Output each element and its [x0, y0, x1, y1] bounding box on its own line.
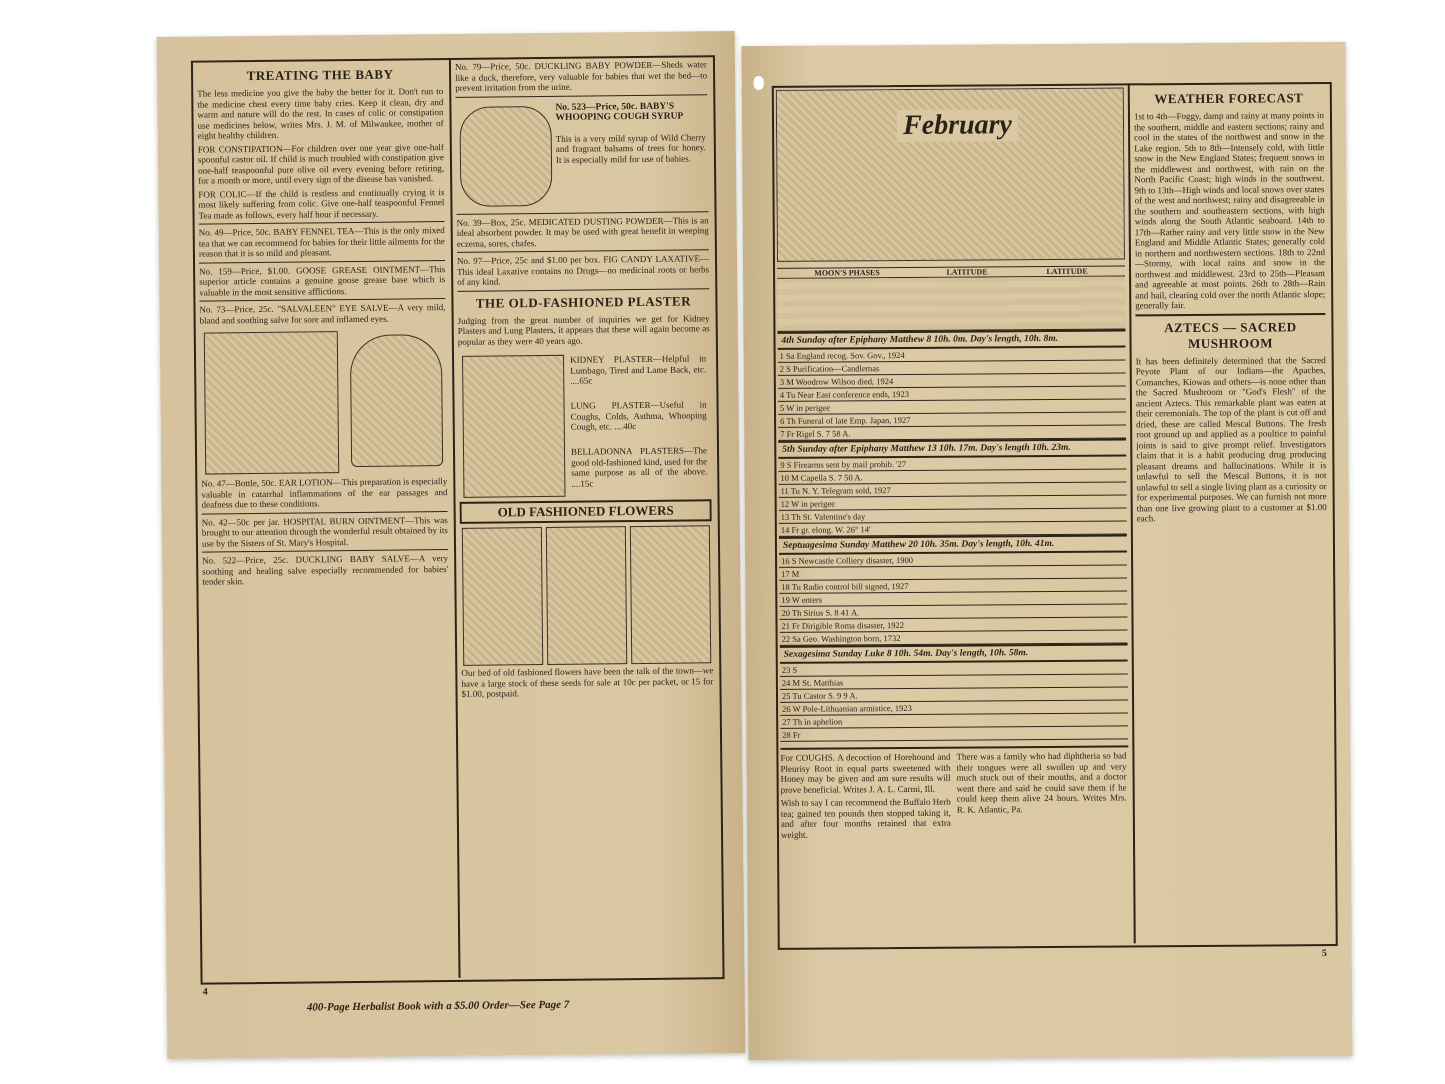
day-entry: 12 W in perigee	[780, 498, 835, 509]
herbalist-footer: 400-Page Herbalist Book with a $5.00 Order—See Page 7	[306, 998, 570, 1014]
day-entry: 5 W in perigee	[779, 402, 830, 413]
plaster-title: THE OLD-FASHIONED PLASTER	[475, 292, 692, 311]
ear-lotion-text: No. 47—Bottle, 50c. EAR LOTION—This preparation is especially valuable in catarrhal inflammations of the ear passages and deafness due to these conditions.	[201, 476, 448, 510]
buffalo-herb-text: Wish to say I can recommend the Buffalo Herb tea; gained ten pounds then stopped taking it, and after four months retained that extra weight.	[780, 796, 951, 840]
day-entry: 24 M St. Matthias	[781, 677, 844, 688]
day-entry: 27 Th in aphelion	[782, 716, 843, 727]
divider	[457, 249, 709, 253]
lung-plaster-text: LUNG PLASTER—Useful in Coughs, Colds, Asthma, Whooping Cough, etc. ....40c	[570, 399, 707, 432]
divider	[202, 549, 448, 553]
calendar-week-2	[778, 438, 1127, 536]
day-entry: 28 Fr	[782, 729, 801, 740]
header-moon-phases: MOON'S PHASES	[814, 268, 880, 278]
day-entry: 25 Tu Castor S. 9 9 A.	[781, 690, 858, 701]
divider	[199, 221, 445, 225]
flowers-illustration-row	[460, 525, 713, 668]
flower-illustration-3	[630, 525, 711, 664]
cough-syrup-text: This is a very mild syrup of Wild Cherry and fragrant balsams of trees for honey. It is especially mild for use of babies.	[555, 131, 706, 165]
baby-powder-text: No. 79—Price, 50c. DUCKLING BABY POWDER—Sheds water like a duck, therefore, very valuable for babies that wet the bed—to prevent irritation from the urine.	[454, 59, 708, 93]
calendar-row	[780, 726, 1128, 741]
day-entry: 26 W Pole-Lithuanian armistice, 1923	[782, 702, 912, 714]
february-illustration	[776, 87, 1125, 261]
plaster-text: Judging from the great number of inquiries we get for Kidney Plasters and Lung Plasters, it appears that these will again become as popular as they were 40 years ago.	[457, 312, 710, 347]
divider	[202, 511, 448, 515]
aztecs-text: It has been definitely determined that the Sacred Peyote Plant of our Indians—the Apaches, Comanches, Kiowas and others—is none other than the Sacred Mushroom or "God's Flesh" of the ancient Aztecs. This remarkable plant was eaten at their ceremonials. The top of the plant is cut off and dried, these are called Mescal Buttons. The fresh root ground up and applied as a poultice to painful joints is said to give prompt relief. Investigators claim that it is a habit producing drug producing pleasant dreams and hallucinations. While it is unlawful to sell the Mescal Buttons, it is not unlawful to sell a single living plant as a curiosity or for experimental purposes. We can furnish not more than one live growing plant to a customer at $1.00 each.	[1135, 354, 1327, 524]
header-latitude-2: LATITUDE	[1046, 266, 1088, 276]
page-number-right: 5	[1321, 948, 1327, 960]
remedy-letters-right	[956, 750, 1127, 841]
week-title: 5th Sunday after Epiphany Matthew 13 10h. 17m. Day's length 10h. 23m.	[778, 438, 1126, 458]
left-page	[157, 31, 746, 1059]
day-entry: 6 Th Funeral of late Emp. Japan, 1927	[780, 414, 911, 426]
binding-hole	[754, 76, 764, 90]
day-entry: 23 S	[781, 664, 798, 675]
remedy-letters	[780, 745, 1129, 842]
dusting-powder-text: No. 39—Box, 25c. MEDICATED DUSTING POWDER—This is an ideal absorbent powder. It may be used with great benefit in weeping eczema, sores, chafes.	[456, 214, 709, 249]
constipation-text: FOR CONSTIPATION—For children over one year give one-half spoonful castor oil. If child is much troubled with constipation give one-half teaspoonful pure olive oil every evening before retiring, for a month or more, until every sign of the disease has vanished.	[197, 141, 445, 186]
flowers-title: OLD FASHIONED FLOWERS	[497, 502, 674, 520]
plaster-block	[458, 347, 712, 500]
almanac-spread	[162, 34, 1352, 1056]
divider	[1135, 313, 1325, 316]
colic-text: FOR COLIC—If the child is restless and continually crying it is most likely suffering from colic. Give one-half teaspoonful Fennel Tea made as follows, every half hour if necessary.	[198, 186, 445, 221]
week-title: Sexagesima Sunday Luke 8 10h. 54m. Day's length, 10h. 58m.	[780, 643, 1128, 663]
treating-baby-intro: The less medicine you give the baby the better for it. Don't run to the medicine chest every time baby cries. Keep it clean, dry and warm and nature will do the rest. In cases of colic or constipation use medicines below, writes Mrs. J. M. of Milwaukee, mother of eight healthy children.	[197, 86, 444, 141]
flowers-text: Our bed of old fashioned flowers have been the talk of the town—we have a large stock of these seeds for sale at 10c per packet, or 15 for $1.00, postpaid.	[461, 665, 714, 699]
day-entry: 13 Th St. Valentine's day	[780, 511, 866, 522]
divider	[199, 260, 445, 264]
day-entry: 20 Th Sirius S. 8 41 A.	[781, 607, 860, 618]
week-title: 4th Sunday after Epiphany Matthew 8 10h. 0m. Day's length, 10h. 8m.	[777, 329, 1125, 349]
day-entry: 21 Fr Dirigible Roma disaster, 1922	[781, 620, 904, 631]
forecast-column	[1134, 86, 1330, 939]
kidney-plaster-text: KIDNEY PLASTER—Helpful in Lumbago, Tired and Lame Back, etc. ....65c	[570, 353, 707, 386]
weather-title: WEATHER FORECAST	[1154, 90, 1304, 107]
day-entry: 16 S Newcastle Colliery disaster, 1900	[781, 554, 913, 566]
right-column	[455, 59, 717, 974]
flower-illustration-2	[546, 526, 627, 665]
week-title: Septuagesima Sunday Matthew 20 10h. 35m. Day's length, 10h. 41m.	[779, 534, 1127, 554]
woman-chair-illustration	[462, 355, 565, 498]
calendar-week-4	[780, 643, 1129, 741]
day-entry: 22 Sa Geo. Washington born, 1732	[781, 633, 901, 644]
divider	[457, 288, 709, 292]
calendar-week-1	[777, 329, 1126, 440]
fennel-tea-text: No. 49—Price, 50c. BABY FENNEL TEA—This is the only mixed tea that we can recommend for babies for their little ailments for the reason that it is so mild and pleasant.	[198, 225, 445, 259]
calendar-column	[776, 87, 1130, 941]
goose-grease-text: No. 159—Price, $1.00. GOOSE GREASE OINTMENT—This superior article contains a genuine goose grease base which is valuable in the most sensitive afflictions.	[199, 263, 446, 298]
day-entry: 17 M	[781, 568, 800, 579]
aztecs-title: AZTECS — SACRED MUSHROOM	[1164, 318, 1297, 351]
divider	[199, 298, 445, 302]
baby-salve-text: No. 522—Price, 25c. DUCKLING BABY SALVE—A very soothing and healing salve especially recommended for babies' tender skin.	[202, 553, 449, 587]
flowers-title-box	[460, 499, 712, 524]
header-latitude-1: LATITUDE	[946, 267, 988, 277]
day-entry: 3 M Woodrow Wilson died, 1924	[779, 376, 894, 387]
weather-text: 1st to 4th—Foggy, damp and rainy at many points in the southern, middle and eastern sections; rainy and cool in the states of the northwest and snow in the Lake region. 5th to 8th—Intensely cold, with little snow in the New England States; frequent snows in the middlewest and northwest, with rain on the North Pacific Coast; high winds in the southwest. 9th to 13th—High winds and local snows over states of the west and northwest; rainy and disagreeable in the southern and southeastern sections, with high winds along the South Atlantic seaboard. 14th to 17th—Rather rainy and very little snow in the New England and Middle Atlantic States; generally cold in northern and northwestern sections. 18th to 22nd—Stormy, with local rains and snow in the northwest and middlewest. 23rd to 25th—Pleasant and agreeable at most points. 26th to 28th—Rain and hail, clearing cold over the north Atlantic slope; generally fair.	[1133, 110, 1326, 311]
cough-syrup-block	[455, 98, 708, 211]
day-entry: 19 W enters	[781, 594, 823, 605]
treating-baby-title: TREATING THE BABY	[246, 66, 394, 84]
day-entry: 10 M Capella S. 7 50 A.	[780, 472, 863, 483]
day-entry: 11 Tu N. Y. Telegram sold, 1927	[780, 485, 891, 496]
burn-ointment-text: No. 42—50c per jar. HOSPITAL BURN OINTMENT—This was brought to our attention through the wonderful result obtained by its use by the Sisters of St. Mary's Hospital.	[201, 514, 448, 549]
day-entry: 9 S Firearms sent by mail prohib. '27	[780, 458, 907, 470]
day-entry: 4 Tu Near East conference ends, 1923	[779, 388, 910, 400]
ear-illustration-area	[200, 326, 448, 479]
coughs-text: For COUGHS. A decoction of Horehound and Pleurisy Root in equal parts sweetened with Honey may be given and am sure results will prove beneficial. Writes J. A. L. Carmi, Ill.	[780, 751, 951, 795]
day-entry: 7 Fr Rigel S. 7 58 A.	[780, 428, 851, 439]
divider	[457, 211, 709, 215]
month-title: February	[897, 109, 1018, 142]
cough-syrup-heading: No. 523—Price, 50c. BABY'S WHOOPING COUGH SYRUP	[555, 101, 684, 123]
ear-anatomy-illustration	[204, 331, 339, 474]
page-number-left: 4	[202, 986, 208, 998]
calendar-week-3	[779, 534, 1128, 645]
day-entry: 1 Sa England recog. Sov. Gov., 1924	[779, 349, 905, 361]
mother-child-illustration	[459, 105, 552, 206]
belladonna-plaster-text: BELLADONNA PLASTERS—The good old-fashioned kind, used for the same purpose as all of the above. ....15c	[570, 445, 708, 489]
day-entry: 18 Tu Radio control bill signed, 1927	[781, 580, 909, 592]
moon-phase-table	[777, 276, 1125, 331]
fig-laxative-text: No. 97—Price, 25c and $1.00 per box. FIG CANDY LAXATIVE—This ideal Laxative contains no Drugs—no medicinal roots or herbs of any kind.	[456, 253, 710, 287]
diphtheria-text: There was a family who had diphtheria so bad their tongues were all swollen up and very much stuck out of their mouths, and a doctor went there and said he could save them if he could keep them alive 24 hours. Writes Mrs. R. K. Atlantic, Pa.	[956, 750, 1127, 815]
left-column	[197, 62, 453, 977]
remedy-letters-left	[780, 752, 951, 843]
right-page	[741, 42, 1352, 1060]
woman-earache-illustration	[350, 334, 443, 467]
day-entry: 2 S Purification—Candlemas	[779, 363, 880, 374]
day-entry: 14 Fr gr. elong. W. 26° 14'	[780, 524, 871, 535]
divider	[455, 94, 707, 98]
flower-illustration-1	[462, 527, 543, 666]
salvaleen-text: No. 73—Price, 25c. "SALVALEEN" EYE SALVE—A very mild, bland and soothing salve for sore and inflamed eyes.	[199, 302, 446, 326]
